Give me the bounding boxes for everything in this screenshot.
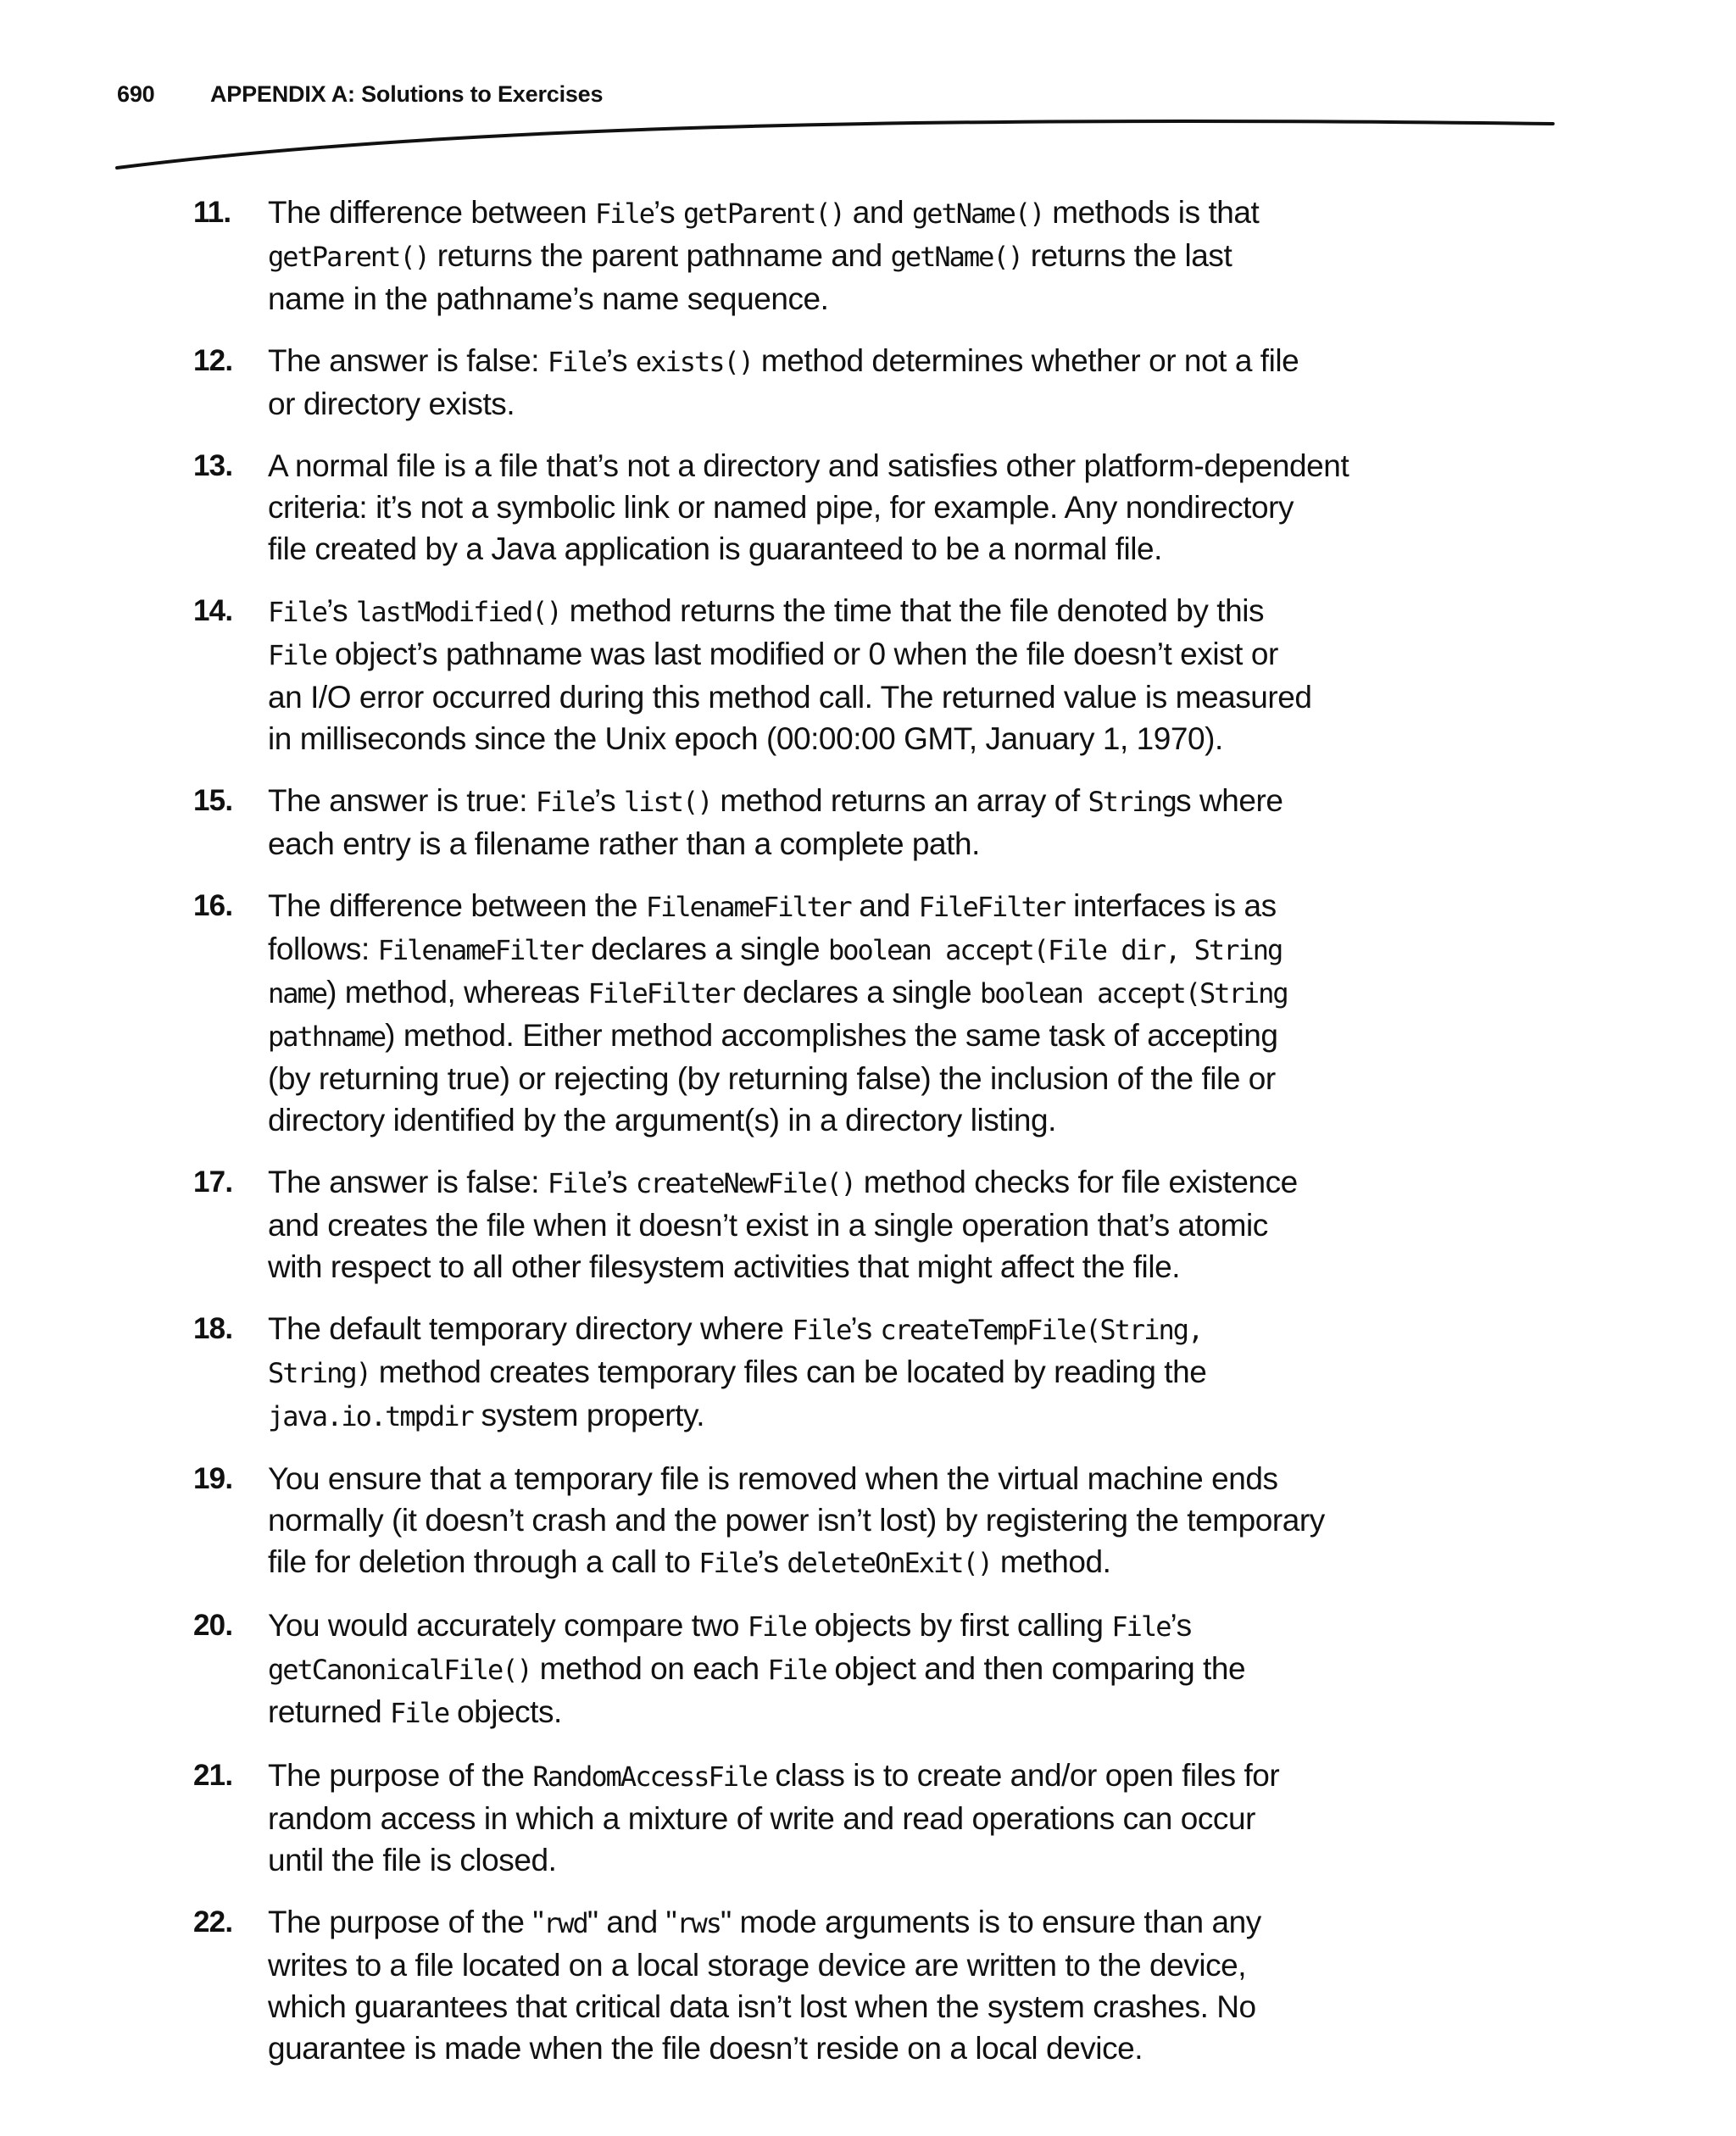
answer-text xyxy=(268,1901,1431,2069)
text-run: ’s xyxy=(326,593,357,628)
code-term: createNewFile() xyxy=(635,1167,855,1199)
answer-item xyxy=(193,1605,1431,1734)
text-run: ’s xyxy=(593,783,624,818)
answer-number: 13. xyxy=(193,449,233,482)
text-run: name in the pathname’s name sequence. xyxy=(268,281,829,316)
code-term: lastModified() xyxy=(356,596,561,628)
text-run: object’s pathname was last modified or 0 when the file doesn’t exist or xyxy=(326,637,1278,671)
answer-list xyxy=(193,192,1431,2089)
code-term: getParent() xyxy=(683,197,844,230)
text-run: objects. xyxy=(448,1694,562,1729)
code-term: String) xyxy=(268,1357,370,1389)
answer-number: 16. xyxy=(193,889,233,922)
text-run: object and then comparing the xyxy=(826,1651,1246,1686)
code-term: File xyxy=(547,346,606,378)
answer-item xyxy=(193,780,1431,865)
text-run: or directory exists. xyxy=(268,387,515,421)
answer-number: 21. xyxy=(193,1759,233,1792)
text-run: and xyxy=(850,888,919,923)
code-term: String xyxy=(1088,786,1177,818)
text-run: until the file is closed. xyxy=(268,1843,557,1877)
text-run: The purpose of the " xyxy=(268,1905,544,1939)
answer-item xyxy=(193,1755,1431,1881)
text-run: ’s xyxy=(605,1165,636,1199)
text-run: ’s xyxy=(1170,1608,1192,1643)
text-run: The answer is true: xyxy=(268,783,536,818)
answer-item xyxy=(193,340,1431,425)
header-rule xyxy=(0,0,1736,186)
text-run: The default temporary directory where xyxy=(268,1311,793,1346)
text-run: A normal file is a file that’s not a directory and satisfies other platform-dependent xyxy=(268,448,1349,483)
code-term: FileFilter xyxy=(587,977,735,1010)
text-run: follows: xyxy=(268,932,378,966)
answer-number: 14. xyxy=(193,594,233,627)
code-term: File xyxy=(698,1547,758,1579)
text-run: declares a single xyxy=(582,932,829,966)
answer-item xyxy=(193,1308,1431,1438)
text-run: declares a single xyxy=(734,975,981,1010)
answer-item xyxy=(193,445,1431,570)
code-term: File xyxy=(594,197,654,230)
answer-item xyxy=(193,885,1431,1141)
text-run: You ensure that a temporary file is removed when the virtual machine ends xyxy=(268,1461,1278,1496)
text-run: ) method. Either method accomplishes the same task of accepting xyxy=(385,1018,1278,1053)
page-number: 690 xyxy=(117,81,155,107)
text-run: The answer is false: xyxy=(268,1165,548,1199)
code-term: rws xyxy=(676,1907,721,1939)
text-run: normally (it doesn’t crash and the power isn’t lost) by registering the temporary xyxy=(268,1503,1325,1538)
text-run: returns the parent pathname and xyxy=(428,238,891,273)
answer-text xyxy=(268,1161,1431,1288)
code-term: pathname xyxy=(268,1021,386,1053)
code-term: FileFilter xyxy=(918,891,1066,923)
code-term: name xyxy=(268,977,327,1010)
text-run: ’s xyxy=(757,1544,787,1579)
text-run: methods is that xyxy=(1043,195,1260,230)
text-run: The difference between xyxy=(268,195,595,230)
code-term: getParent() xyxy=(268,241,429,273)
text-run: The difference between the xyxy=(268,888,646,923)
answer-number: 20. xyxy=(193,1609,233,1642)
answer-number: 18. xyxy=(193,1312,233,1345)
answer-number: 12. xyxy=(193,344,233,377)
text-run: method determines whether or not a file xyxy=(753,343,1299,378)
answer-text xyxy=(268,780,1431,865)
text-run: s where xyxy=(1176,783,1283,818)
answer-number: 11. xyxy=(193,196,231,229)
code-term: getName() xyxy=(911,197,1044,230)
text-run: directory identified by the argument(s) in a directory listing. xyxy=(268,1103,1056,1138)
chapter-title: APPENDIX A: Solutions to Exercises xyxy=(210,81,604,107)
code-term: deleteOnExit() xyxy=(787,1547,993,1579)
text-run: each entry is a filename rather than a complete path. xyxy=(268,826,980,861)
text-run: file for deletion through a call to xyxy=(268,1544,699,1579)
code-term: File xyxy=(747,1610,806,1643)
text-run: method checks for file existence xyxy=(854,1165,1298,1199)
answer-text xyxy=(268,885,1431,1141)
answer-text xyxy=(268,340,1431,425)
text-run: (by returning true) or rejecting (by returning false) the inclusion of the file or xyxy=(268,1061,1276,1096)
text-run: ’s xyxy=(850,1311,881,1346)
text-run: and creates the file when it doesn’t exist in a single operation that’s atomic xyxy=(268,1208,1268,1243)
text-run: method creates temporary files can be located by reading the xyxy=(370,1354,1207,1389)
text-run: which guarantees that critical data isn’t lost when the system crashes. No xyxy=(268,1989,1256,2024)
code-term: createTempFile(String, xyxy=(880,1314,1203,1346)
code-term: File xyxy=(547,1167,606,1199)
text-run: writes to a file located on a local storage device are written to the device, xyxy=(268,1948,1247,1983)
answer-text xyxy=(268,445,1431,570)
answer-text xyxy=(268,1605,1431,1734)
text-run: with respect to all other filesystem activities that might affect the file. xyxy=(268,1249,1181,1284)
text-run: system property. xyxy=(472,1398,705,1432)
text-run: The answer is false: xyxy=(268,343,548,378)
answer-item xyxy=(193,192,1431,320)
text-run: guarantee is made when the file doesn’t reside on a local device. xyxy=(268,2031,1143,2066)
text-run: random access in which a mixture of write and read operations can occur xyxy=(268,1801,1255,1836)
code-term: getName() xyxy=(890,241,1022,273)
answer-text xyxy=(268,1308,1431,1438)
text-run: returned xyxy=(268,1694,391,1729)
text-run: method returns the time that the file denoted by this xyxy=(560,593,1265,628)
answer-text xyxy=(268,1458,1431,1584)
code-term: File xyxy=(767,1654,826,1686)
code-term: File xyxy=(1111,1610,1171,1643)
answer-text xyxy=(268,192,1431,320)
answer-number: 15. xyxy=(193,784,233,817)
code-term: FilenameFilter xyxy=(645,891,851,923)
code-term: File xyxy=(792,1314,851,1346)
text-run: The purpose of the xyxy=(268,1758,533,1793)
text-run: objects by first calling xyxy=(805,1608,1112,1643)
code-term: list() xyxy=(623,786,712,818)
code-term: File xyxy=(535,786,594,818)
answer-text xyxy=(268,590,1431,759)
text-run: method on each xyxy=(531,1651,768,1686)
text-run: interfaces is as xyxy=(1065,888,1277,923)
code-term: boolean accept(String xyxy=(980,977,1288,1010)
text-run: returns the last xyxy=(1021,238,1232,273)
code-term: File xyxy=(268,639,327,671)
text-run: " and " xyxy=(587,1905,677,1939)
text-run: criteria: it’s not a symbolic link or named pipe, for example. Any nondirectory xyxy=(268,490,1294,525)
answer-number: 22. xyxy=(193,1905,233,1939)
answer-number: 19. xyxy=(193,1462,233,1495)
answer-item xyxy=(193,1901,1431,2069)
code-term: File xyxy=(268,596,327,628)
code-term: java.io.tmpdir xyxy=(268,1400,473,1432)
code-term: getCanonicalFile() xyxy=(268,1654,531,1686)
code-term: exists() xyxy=(635,346,754,378)
answer-item xyxy=(193,590,1431,759)
answer-text xyxy=(268,1755,1431,1881)
code-term: RandomAccessFile xyxy=(532,1761,767,1793)
answer-item xyxy=(193,1161,1431,1288)
answer-number: 17. xyxy=(193,1165,233,1199)
text-run: ’s xyxy=(605,343,636,378)
code-term: boolean accept(File dir, String xyxy=(828,934,1283,966)
text-run: method. xyxy=(992,1544,1111,1579)
code-term: rwd xyxy=(543,1907,587,1939)
text-run: and xyxy=(843,195,912,230)
text-run: " mode arguments is to ensure than any xyxy=(721,1905,1261,1939)
text-run: file created by a Java application is guaranteed to be a normal file. xyxy=(268,531,1162,566)
text-run: class is to create and/or open files for xyxy=(766,1758,1280,1793)
text-run: in milliseconds since the Unix epoch (00:00:00 GMT, January 1, 1970). xyxy=(268,721,1223,756)
text-run: You would accurately compare two xyxy=(268,1608,748,1643)
text-run: ’s xyxy=(654,195,684,230)
text-run: ) method, whereas xyxy=(326,975,588,1010)
answer-item xyxy=(193,1458,1431,1584)
text-run: an I/O error occurred during this method call. The returned value is measured xyxy=(268,680,1312,715)
code-term: FilenameFilter xyxy=(377,934,583,966)
code-term: File xyxy=(390,1697,449,1729)
text-run: method returns an array of xyxy=(711,783,1088,818)
